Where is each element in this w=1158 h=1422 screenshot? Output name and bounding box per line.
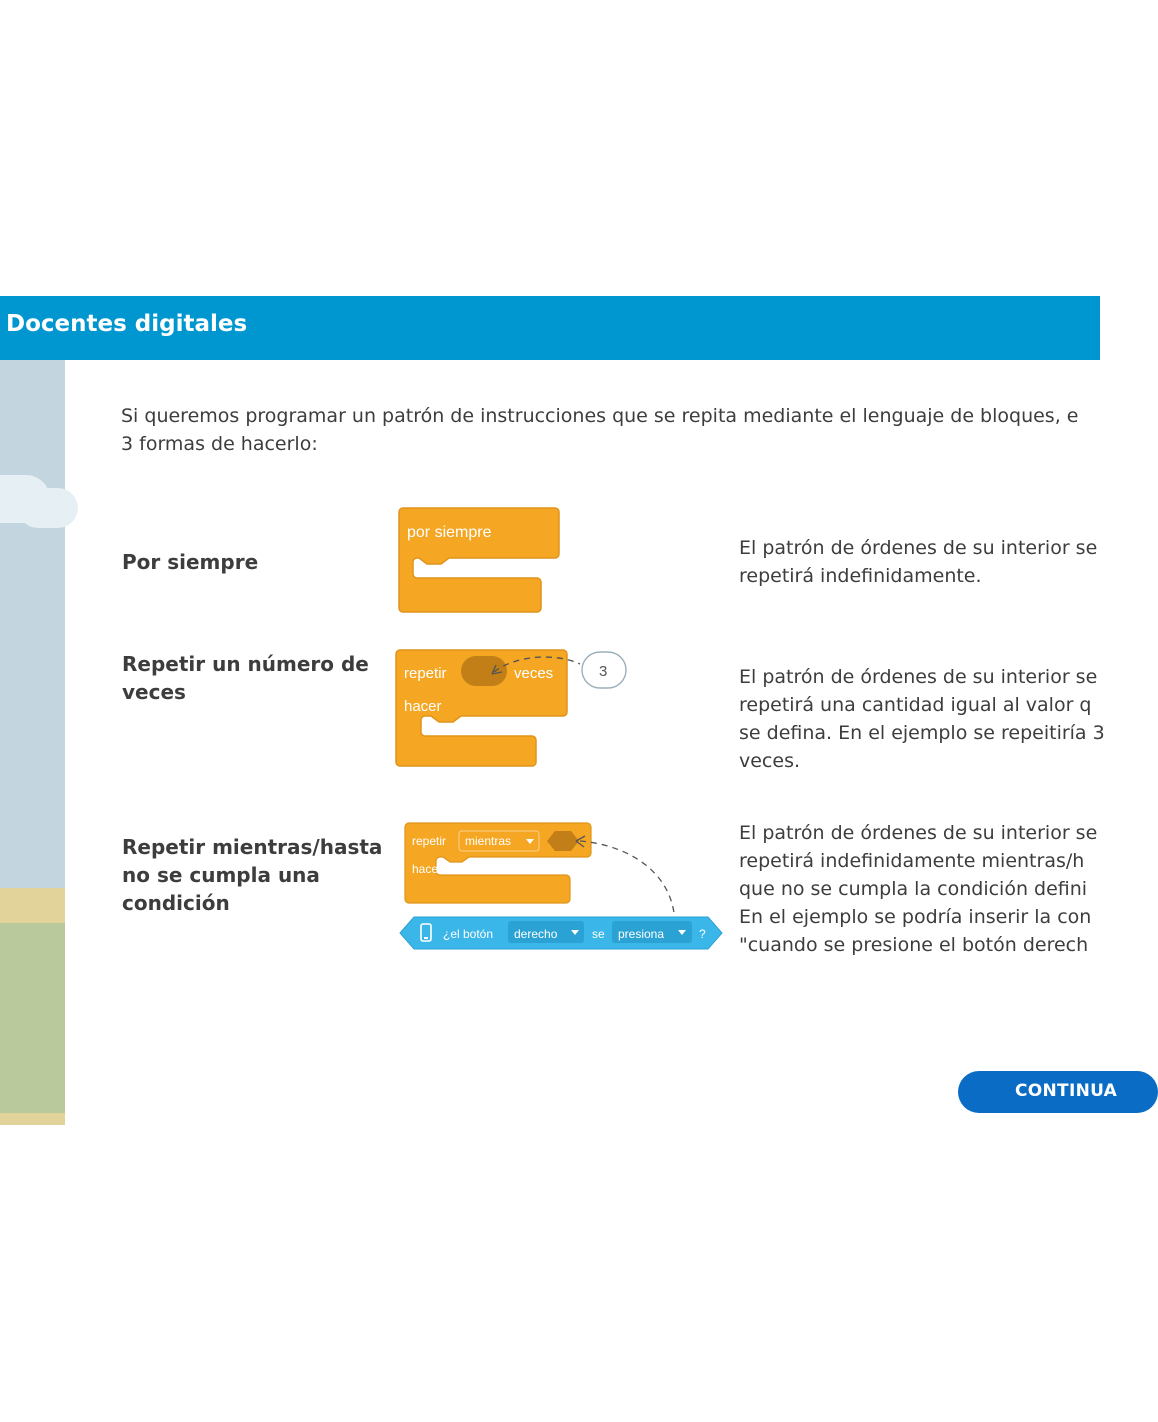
desc-line: repetirá indefinidamente mientras/h <box>739 850 1085 872</box>
value-text: 3 <box>599 663 608 680</box>
desc-line: repetirá indefinidamente. <box>739 565 982 587</box>
label-line: Repetir mientras/hasta <box>122 835 383 859</box>
row-desc-repeat-n <box>739 663 1105 775</box>
desc-line: que no se cumpla la condición defini <box>739 878 1088 900</box>
block-text: por siempre <box>407 524 492 541</box>
block-text: mientras <box>465 834 512 848</box>
block-text: repetir <box>412 834 447 848</box>
desc-line: El patrón de órdenes de su interior se <box>739 822 1098 844</box>
desc-line: veces. <box>739 750 801 772</box>
label-line: Por siempre <box>122 550 259 574</box>
ground-grass <box>0 923 65 1113</box>
device-icon-button <box>424 937 428 939</box>
intro-line: 3 formas de hacerlo: <box>121 433 318 455</box>
desc-line: El patrón de órdenes de su interior se <box>739 666 1098 688</box>
side-illustration <box>0 360 65 1125</box>
block-text: derecho <box>514 927 558 941</box>
dashed-arrow <box>580 841 674 913</box>
row-label-repeat-while <box>122 833 382 917</box>
repeat-while-block-image <box>398 821 728 956</box>
number-slot <box>461 656 507 686</box>
block-text: hacer <box>404 698 442 715</box>
block-text: hacer <box>412 862 443 876</box>
desc-line: repetirá una cantidad igual al valor q <box>739 694 1092 716</box>
row-desc-repeat-while <box>739 819 1097 959</box>
block-text: repetir <box>404 665 447 682</box>
intro-paragraph <box>121 402 1121 458</box>
desc-line: En el ejemplo se podría inserir la con <box>739 906 1092 928</box>
forever-block-image <box>397 508 562 618</box>
label-line: condición <box>122 891 230 915</box>
desc-line: "cuando se presione el botón derech <box>739 934 1089 956</box>
block-text: presiona <box>618 927 665 941</box>
block-text: ¿el botón <box>443 927 494 941</box>
continue-button[interactable] <box>958 1071 1158 1113</box>
row-label-repeat-n <box>122 650 369 706</box>
label-line: no se cumpla una <box>122 863 320 887</box>
top-bar <box>0 296 1100 360</box>
cloud <box>18 488 78 528</box>
block-text: ? <box>699 927 706 941</box>
intro-line: Si queremos programar un patrón de instrucciones que se repita mediante el lenguaje de bloques, e <box>121 405 1079 427</box>
ground-sand <box>0 888 65 923</box>
row-label-forever <box>122 548 258 576</box>
repeat-n-block-image <box>394 650 634 765</box>
desc-line: El patrón de órdenes de su interior se <box>739 537 1098 559</box>
block-text: se <box>592 927 605 941</box>
continue-button-label: CONTINUA <box>1015 1081 1118 1101</box>
lesson-frame <box>0 296 1118 1125</box>
desc-line: se defina. En el ejemplo se repeitiría 3 <box>739 722 1105 744</box>
label-line: veces <box>122 680 186 704</box>
block-text: veces <box>514 665 554 682</box>
row-desc-forever <box>739 534 1097 590</box>
app-title: Docentes digitales <box>6 311 248 337</box>
label-line: Repetir un número de <box>122 652 369 676</box>
ground-sand <box>0 1113 65 1125</box>
